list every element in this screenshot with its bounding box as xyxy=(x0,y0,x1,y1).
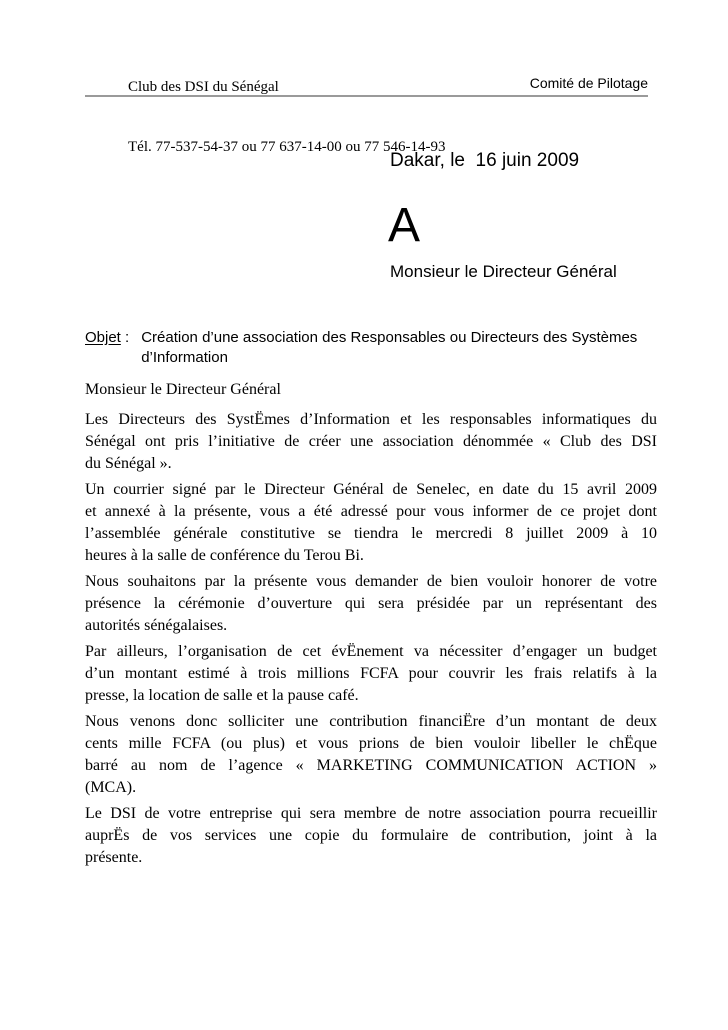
recipient-name: Monsieur le Directeur Général xyxy=(390,262,617,281)
paragraph-line: d’un montant estimé à trois millions FCFA pour couvrir les frais relatifs à la xyxy=(85,665,657,682)
paragraph-line: presse, la location de salle et la pause café. xyxy=(85,687,359,704)
paragraph xyxy=(85,479,657,567)
letterhead xyxy=(128,37,445,197)
subject-line-1: Création d’une association des Responsables ou Directeurs des Systèmes xyxy=(141,329,638,346)
paragraph-line: du Sénégal ». xyxy=(85,455,172,472)
paragraph-line: autorités sénégalaises. xyxy=(85,617,228,634)
subject-block xyxy=(85,328,651,368)
subject-line-2: d’Information xyxy=(141,349,228,366)
paragraph xyxy=(85,409,657,475)
paragraph-line: auprËs de vos services une copie du formulaire de contribution, joint à la xyxy=(85,827,657,844)
paragraph-line: (MCA). xyxy=(85,779,137,796)
paragraph-line: Un courrier signé par le Directeur Général de Senelec, en date du 15 avril 2009 xyxy=(85,481,657,498)
paragraph-line: barré au nom de l’agence « MARKETING COMMUNICATION ACTION » xyxy=(85,757,657,774)
paragraph-line: Par ailleurs, l’organisation de cet évËnement va nécessiter d’engager un budget xyxy=(85,643,657,660)
subject-label xyxy=(85,328,129,348)
paragraph-line: heures à la salle de conférence du Terou Bi. xyxy=(85,547,364,564)
letter-body xyxy=(85,409,657,873)
organization-name: Club des DSI du Sénégal xyxy=(128,79,279,95)
paragraph-line: et annexé à la présente, vous a été adressé pour vous informer de ce projet dont xyxy=(85,503,657,520)
date-line: Dakar, le 16 juin 2009 xyxy=(390,150,580,171)
organization-phone: Tél. 77-537-54-37 ou 77 637-14-00 ou 77 546-14-93 xyxy=(128,139,446,155)
paragraph-line: cents mille FCFA (ou plus) et vous prions de bien vouloir libeller le chËque xyxy=(85,735,657,752)
paragraph xyxy=(85,711,657,799)
subject-separator: : xyxy=(120,329,130,346)
salutation: Monsieur le Directeur Général xyxy=(85,381,281,398)
paragraph-line: Le DSI de votre entreprise qui sera membre de notre association pourra recueillir xyxy=(85,805,657,822)
paragraph xyxy=(85,571,657,637)
recipient-intro: A xyxy=(388,199,421,252)
subject-label-text: Objet xyxy=(85,329,121,346)
committee-label: Comité de Pilotage xyxy=(529,75,648,91)
paragraph-line: Les Directeurs des SystËmes d’Information et les responsables informatiques du xyxy=(85,411,657,428)
paragraph xyxy=(85,641,657,707)
paragraph-line: Nous souhaitons par la présente vous demander de bien vouloir honorer de votre xyxy=(85,573,657,590)
paragraph-line: Sénégal ont pris l’initiative de créer une association dénommée « Club des DSI xyxy=(85,433,657,450)
paragraph-line: présence la cérémonie d’ouverture qui sera présidée par un représentant des xyxy=(85,595,657,612)
paragraph-line: l’assemblée générale constitutive se tiendra le mercredi 8 juillet 2009 à 10 xyxy=(85,525,657,542)
paragraph xyxy=(85,803,657,869)
paragraph-line: présente. xyxy=(85,849,143,866)
subject-text xyxy=(141,328,651,368)
header-divider xyxy=(85,95,648,97)
paragraph-line: Nous venons donc solliciter une contribution financiËre d’un montant de deux xyxy=(85,713,657,730)
